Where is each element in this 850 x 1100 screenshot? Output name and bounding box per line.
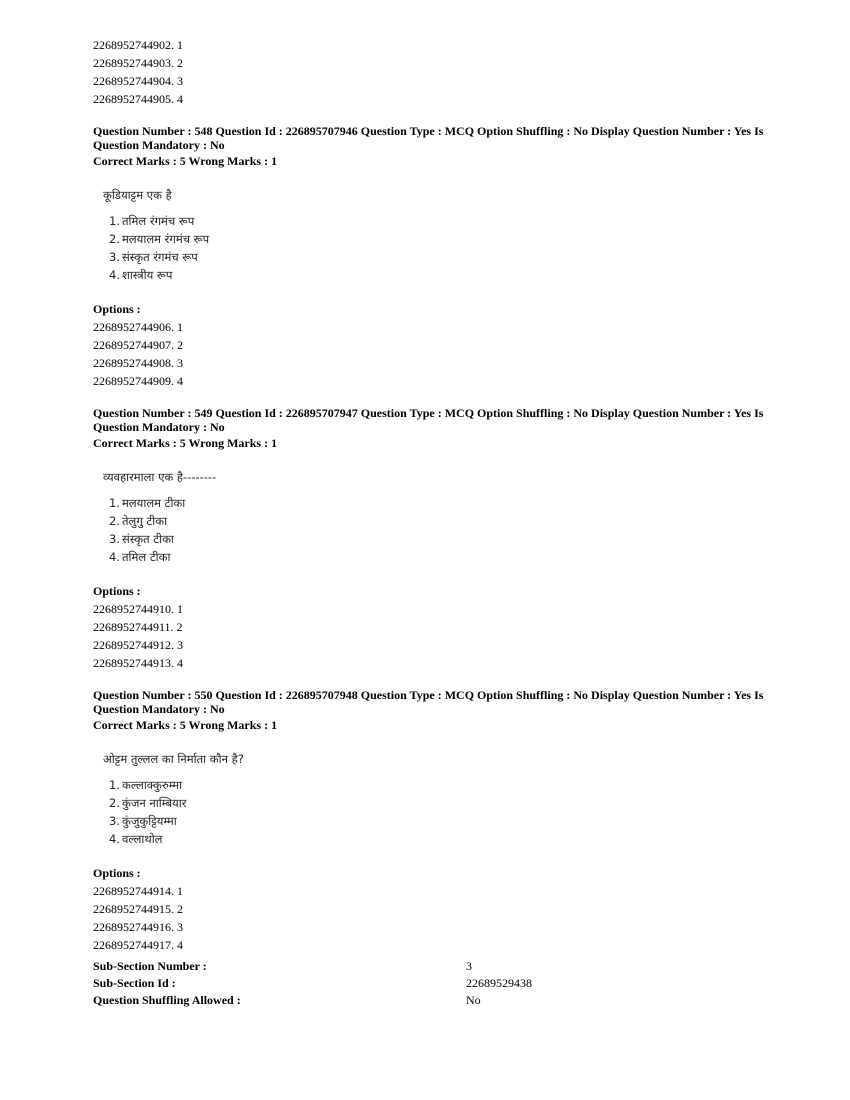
question-marks: Correct Marks : 5 Wrong Marks : 1 — [93, 718, 278, 732]
question-meta: Question Number : 549 Question Id : 226895707947 Question Type : MCQ Option Shuffling : No Display Question Number : Yes Is Question Mandatory : No — [93, 406, 764, 434]
choice-number: 3. — [109, 814, 120, 828]
choice-text: कुंजुकुट्टियम्मा — [122, 814, 177, 828]
subsection-number-row — [93, 958, 773, 975]
question-meta: Question Number : 548 Question Id : 226895707946 Question Type : MCQ Option Shuffling : No Display Question Number : Yes Is Question Mandatory : No — [93, 124, 764, 152]
answer-choice — [103, 230, 773, 248]
answer-choice — [103, 830, 773, 848]
choice-text: तेलुगु टीका — [122, 514, 168, 528]
question-text: ओट्टम तुल्लल का निर्माता कौन है? — [103, 752, 244, 766]
option-id: 2268952744913. 4 — [93, 656, 183, 670]
question-block — [93, 406, 773, 672]
choice-number: 4. — [109, 268, 120, 282]
option-id: 2268952744910. 1 — [93, 602, 183, 616]
answer-choice — [103, 212, 773, 230]
choice-number: 4. — [109, 550, 120, 564]
options-list — [93, 36, 773, 108]
subsection-id-label: Sub-Section Id : — [93, 976, 176, 990]
options-list — [93, 600, 773, 672]
choice-text: तमिल रंगमंच रूप — [122, 214, 195, 228]
answer-choice — [103, 494, 773, 512]
choice-number: 3. — [109, 250, 120, 264]
answer-choice — [103, 512, 773, 530]
choice-number: 2. — [109, 796, 120, 810]
answer-choice — [103, 548, 773, 566]
options-label: Options : — [93, 584, 141, 598]
question-block — [93, 124, 773, 390]
question-block — [93, 688, 773, 954]
question-header — [93, 688, 773, 732]
choice-text: मलयालम रंगमंच रूप — [122, 232, 210, 246]
choice-number: 1. — [109, 778, 120, 792]
question-shuffling-value: No — [466, 993, 481, 1007]
options-label: Options : — [93, 302, 141, 316]
option-id: 2268952744906. 1 — [93, 320, 183, 334]
options-label: Options : — [93, 866, 141, 880]
question-marks: Correct Marks : 5 Wrong Marks : 1 — [93, 154, 278, 168]
choice-text: तमिल टीका — [122, 550, 171, 564]
choice-text: संस्कृत टीका — [122, 532, 174, 546]
option-id: 2268952744916. 3 — [93, 920, 183, 934]
choice-number: 3. — [109, 532, 120, 546]
options-list — [93, 882, 773, 954]
subsection-id-row — [93, 975, 773, 992]
choice-number: 1. — [109, 214, 120, 228]
choice-number: 2. — [109, 514, 120, 528]
option-id: 2268952744917. 4 — [93, 938, 183, 952]
question-text: कूडियाट्टम एक है — [103, 188, 172, 202]
options-list — [93, 318, 773, 390]
option-id: 2268952744908. 3 — [93, 356, 183, 370]
question-paper-page — [93, 36, 773, 1009]
question-meta: Question Number : 550 Question Id : 226895707948 Question Type : MCQ Option Shuffling : No Display Question Number : Yes Is Question Mandatory : No — [93, 688, 764, 716]
option-id: 2268952744903. 2 — [93, 56, 183, 70]
choice-text: कुंजन नाम्बियार — [122, 796, 187, 810]
subsection-number-label: Sub-Section Number : — [93, 959, 207, 973]
option-id: 2268952744914. 1 — [93, 884, 183, 898]
choice-text: संस्कृत रंगमंच रूप — [122, 250, 198, 264]
choice-text: शास्त्रीय रूप — [122, 268, 173, 282]
answer-choice — [103, 794, 773, 812]
option-id: 2268952744911. 2 — [93, 620, 183, 634]
question-header — [93, 124, 773, 168]
subsection-number-value: 3 — [466, 959, 472, 973]
question-content — [103, 750, 773, 848]
question-text: व्यवहारमाला एक है-------- — [103, 470, 217, 484]
subsection-info — [93, 958, 773, 1009]
answer-choice — [103, 248, 773, 266]
question-shuffling-label: Question Shuffling Allowed : — [93, 993, 241, 1007]
option-id: 2268952744912. 3 — [93, 638, 183, 652]
choice-text: वल्लाथोल — [122, 832, 163, 846]
question-content — [103, 468, 773, 566]
answer-choice — [103, 812, 773, 830]
option-id: 2268952744904. 3 — [93, 74, 183, 88]
answer-choice — [103, 530, 773, 548]
choice-text: कल्लाक्कुरुम्मा — [122, 778, 183, 792]
option-id: 2268952744905. 4 — [93, 92, 183, 106]
question-marks: Correct Marks : 5 Wrong Marks : 1 — [93, 436, 278, 450]
choice-number: 1. — [109, 496, 120, 510]
choice-number: 4. — [109, 832, 120, 846]
option-id: 2268952744907. 2 — [93, 338, 183, 352]
option-id: 2268952744915. 2 — [93, 902, 183, 916]
question-content — [103, 186, 773, 284]
answer-choice — [103, 776, 773, 794]
option-id: 2268952744902. 1 — [93, 38, 183, 52]
question-shuffling-row — [93, 992, 773, 1009]
choice-number: 2. — [109, 232, 120, 246]
question-header — [93, 406, 773, 450]
answer-choice — [103, 266, 773, 284]
option-id: 2268952744909. 4 — [93, 374, 183, 388]
choice-text: मलयालम टीका — [122, 496, 186, 510]
subsection-id-value: 22689529438 — [466, 976, 532, 990]
